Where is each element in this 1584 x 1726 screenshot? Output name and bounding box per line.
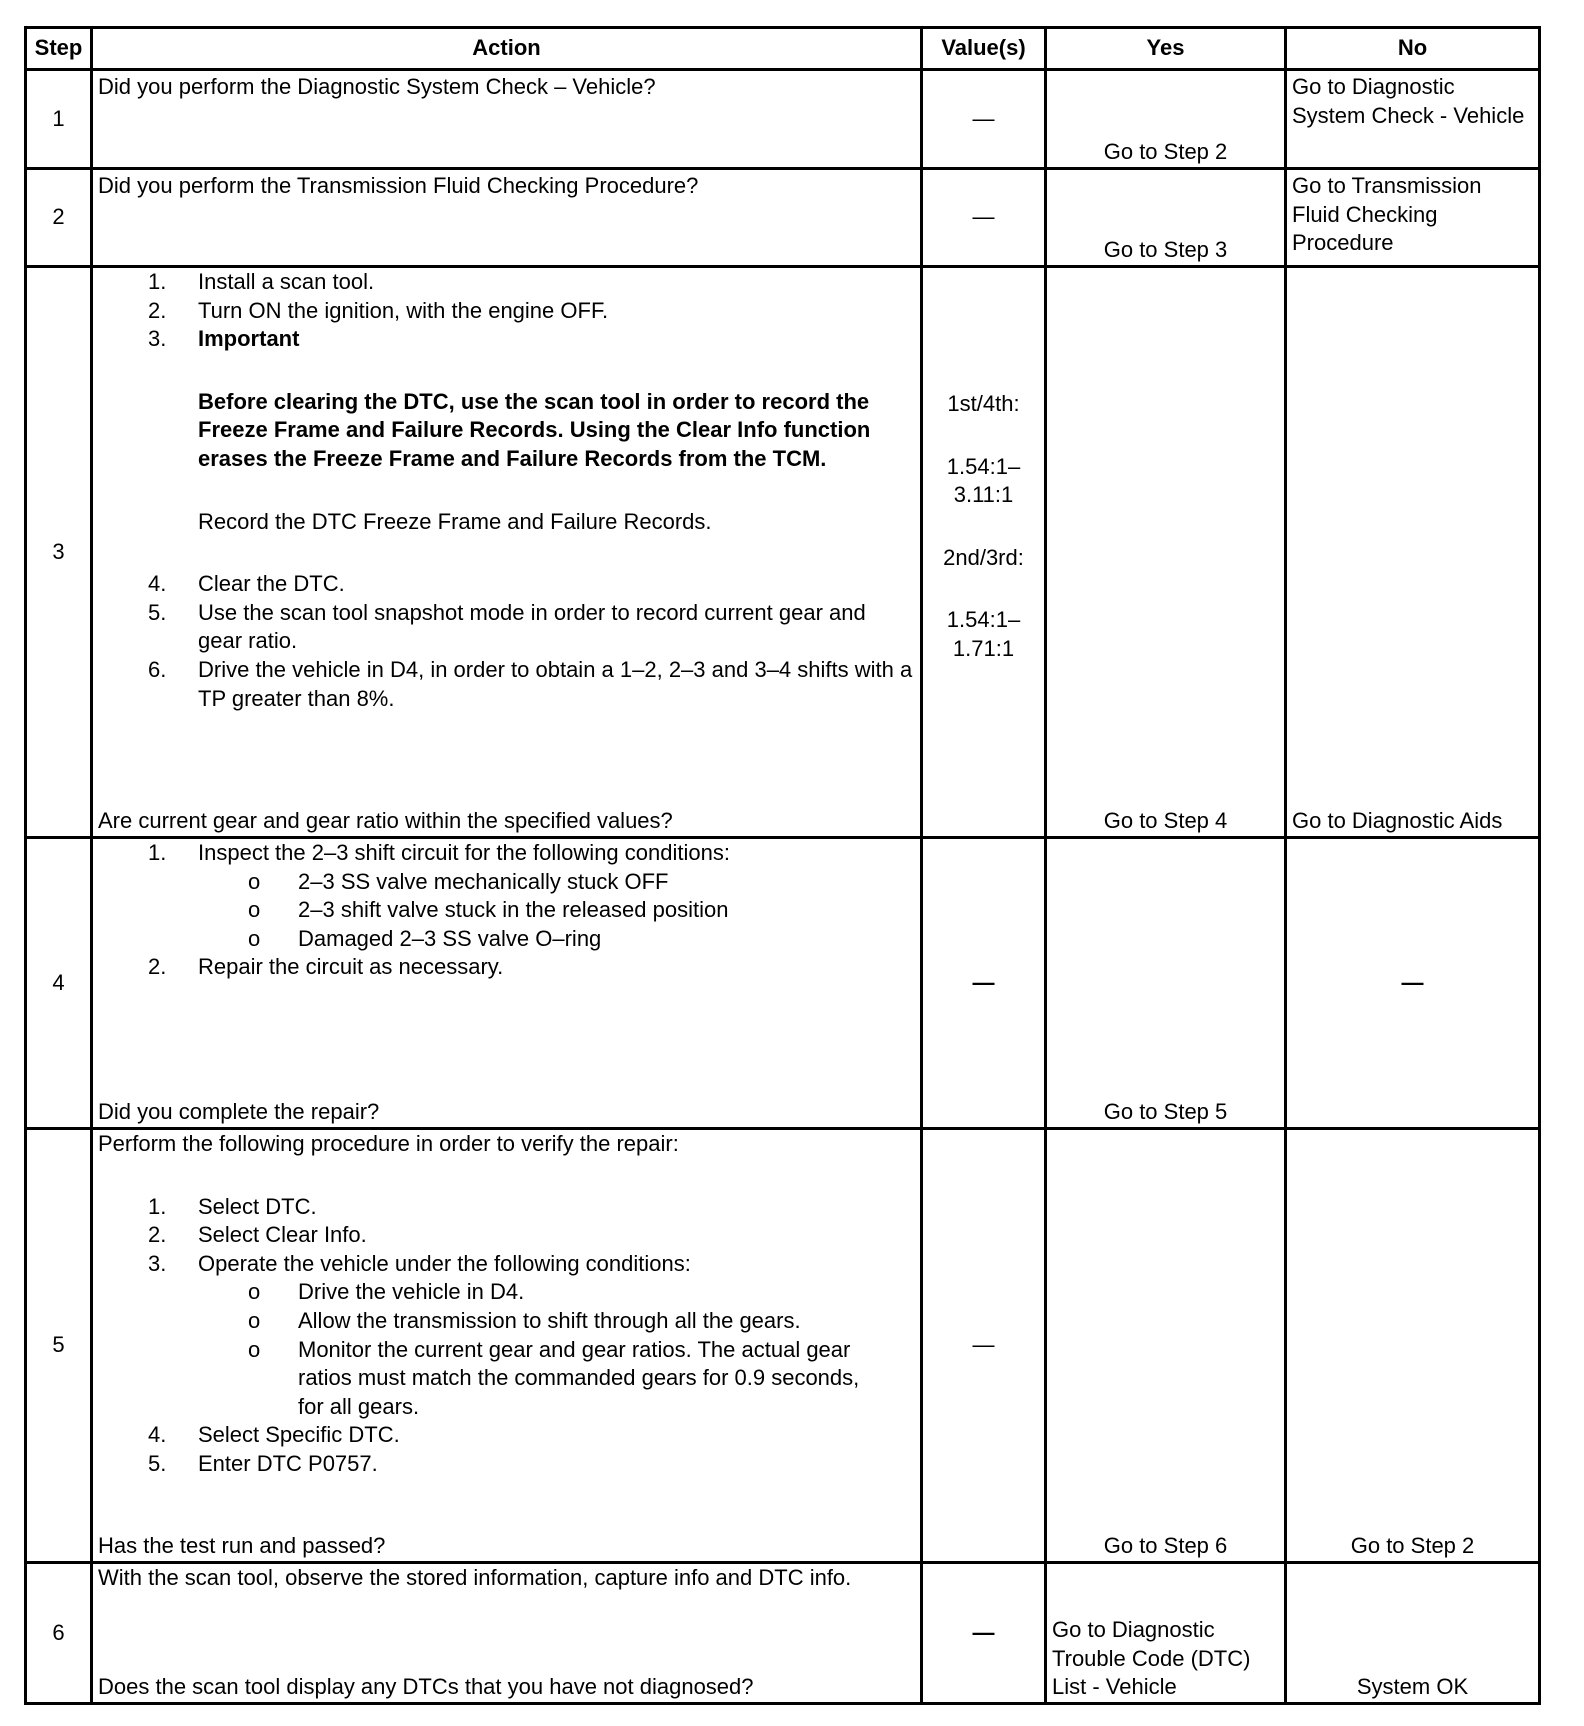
list-item: 4. Clear the DTC. [98, 570, 915, 599]
action-cell [92, 838, 922, 1129]
list-item: 3. Operate the vehicle under the following conditions: [98, 1250, 915, 1279]
question-text: Are current gear and gear ratio within the specified values? [98, 808, 673, 834]
bullet-icon: o [248, 1279, 261, 1305]
item-text: Damaged 2–3 SS valve O–ring [298, 925, 602, 951]
question-text: Does the scan tool display any DTCs that you have not diagnosed? [98, 1674, 754, 1700]
list-item: 5. Enter DTC P0757. [98, 1450, 915, 1479]
item-text: Use the scan tool snapshot mode in order to record current gear and gear ratio. [198, 599, 866, 654]
item-text: Repair the circuit as necessary. [198, 954, 504, 980]
bullet-item [98, 1336, 915, 1422]
item-text: Select Clear Info. [198, 1222, 367, 1248]
diagnostic-table [24, 26, 1541, 1705]
list-item: 3. Important [98, 325, 915, 354]
yes-cell: Go to Step 5 [1046, 838, 1286, 1129]
table-row [26, 169, 1540, 267]
value-cell: — [922, 1563, 1046, 1704]
item-text: Operate the vehicle under the following conditions: [198, 1250, 691, 1276]
table-row [26, 1563, 1540, 1704]
bullet-icon: o [248, 1307, 261, 1333]
action-text: Did you perform the Transmission Fluid Checking Procedure? [98, 173, 699, 198]
table-row [26, 70, 1540, 169]
step-number: 5 [26, 1129, 92, 1563]
no-cell: Go to Transmission Fluid Checking Procedure [1286, 169, 1540, 267]
header-action: Action [92, 28, 922, 70]
intro-text: Perform the following procedure in order to verify the repair: [98, 1131, 679, 1156]
list-item: 1. Install a scan tool. [98, 268, 915, 297]
header-step: Step [26, 28, 92, 70]
item-text: Monitor the current gear and gear ratios. The actual gear ratios must match the commanded gears for 0.9 seconds, for all gears. [298, 1336, 860, 1419]
value-range: 1.54:1– [946, 453, 1021, 479]
list-item: 1. Inspect the 2–3 shift circuit for the following conditions: [98, 839, 915, 868]
list-item: 6. Drive the vehicle in D4, in order to obtain a 1–2, 2–3 and 3–4 shifts with a TP greater than 8%. [98, 656, 915, 713]
question-text: Did you complete the repair? [98, 1099, 380, 1125]
yes-cell: Go to Step 4 [1046, 267, 1286, 838]
header-values: Value(s) [922, 28, 1046, 70]
value-label: 2nd/3rd: [943, 544, 1024, 570]
table-row [26, 838, 1540, 1129]
yes-cell: Go to Diagnostic Trouble Code (DTC) List - Vehicle [1046, 1563, 1286, 1704]
item-text: Inspect the 2–3 shift circuit for the following conditions: [198, 840, 730, 865]
step-number: 3 [26, 267, 92, 838]
table-row [26, 267, 1540, 838]
header-no: No [1286, 28, 1540, 70]
question-text: Has the test run and passed? [98, 1533, 386, 1559]
bullet-item [98, 1307, 915, 1336]
bullet-item [98, 868, 915, 897]
value-label: 1st/4th: [947, 391, 1020, 416]
item-text: 2–3 SS valve mechanically stuck OFF [298, 868, 669, 894]
value-cell: — [922, 169, 1046, 267]
important-label: Important [198, 326, 300, 352]
value-cell: — [922, 1129, 1046, 1563]
step-number: 4 [26, 838, 92, 1129]
item-text: Clear the DTC. [198, 571, 345, 597]
header-row [26, 28, 1540, 70]
bullet-item [98, 1278, 915, 1307]
action-cell [92, 1129, 922, 1563]
step-number: 2 [26, 169, 92, 267]
item-text: Select Specific DTC. [198, 1422, 400, 1448]
action-cell [92, 267, 922, 838]
list-item: 5. Use the scan tool snapshot mode in order to record current gear and gear ratio. [98, 599, 915, 656]
value-range: 3.11:1 [953, 482, 1014, 508]
action-cell [92, 169, 922, 267]
action-cell [92, 70, 922, 169]
value-cell: — [922, 70, 1046, 169]
yes-cell: Go to Step 3 [1046, 169, 1286, 267]
yes-cell: Go to Step 2 [1046, 70, 1286, 169]
bullet-item [98, 896, 915, 925]
action-text: Did you perform the Diagnostic System Check – Vehicle? [98, 74, 656, 99]
value-cell [922, 267, 1046, 838]
bullet-item [98, 925, 915, 954]
list-item: 2. Turn ON the ignition, with the engine OFF. [98, 297, 915, 326]
list-item: 1. Select DTC. [98, 1193, 915, 1222]
no-cell: — [1286, 838, 1540, 1129]
list-item: 2. Repair the circuit as necessary. [98, 953, 915, 982]
item-text: Select DTC. [198, 1193, 317, 1219]
no-cell: System OK [1286, 1563, 1540, 1704]
item-text: 2–3 shift valve stuck in the released position [298, 897, 729, 923]
value-cell: — [922, 838, 1046, 1129]
table-row [26, 1129, 1540, 1563]
action-text: With the scan tool, observe the stored information, capture info and DTC info. [98, 1565, 852, 1590]
value-range: 1.71:1 [952, 635, 1015, 661]
item-text: Install a scan tool. [198, 269, 375, 294]
item-text: Drive the vehicle in D4, in order to obtain a 1–2, 2–3 and 3–4 shifts with a TP greater than 8%. [198, 656, 913, 711]
action-cell [92, 1563, 922, 1704]
step-number: 6 [26, 1563, 92, 1704]
header-yes: Yes [1046, 28, 1286, 70]
list-item: 2. Select Clear Info. [98, 1221, 915, 1250]
item-text: Turn ON the ignition, with the engine OFF. [198, 297, 609, 323]
step-number: 1 [26, 70, 92, 169]
no-cell: Go to Diagnostic System Check - Vehicle [1286, 70, 1540, 169]
yes-cell: Go to Step 6 [1046, 1129, 1286, 1563]
bullet-icon: o [248, 1336, 261, 1362]
bullet-icon: o [248, 925, 261, 951]
record-text: Record the DTC Freeze Frame and Failure Records. [198, 508, 712, 534]
value-range: 1.54:1– [946, 607, 1021, 633]
bullet-icon: o [248, 868, 261, 894]
no-cell: Go to Step 2 [1286, 1129, 1540, 1563]
bullet-icon: o [248, 897, 261, 923]
no-cell: Go to Diagnostic Aids [1286, 267, 1540, 838]
item-text: Enter DTC P0757. [198, 1450, 378, 1476]
list-item: 4. Select Specific DTC. [98, 1421, 915, 1450]
important-note: Before clearing the DTC, use the scan tool in order to record the Freeze Frame and Failure Records. Using the Clear Info function erases the Freeze Frame and Failure Records from the TCM. [198, 388, 871, 471]
item-text: Drive the vehicle in D4. [298, 1279, 525, 1305]
item-text: Allow the transmission to shift through all the gears. [298, 1307, 801, 1333]
